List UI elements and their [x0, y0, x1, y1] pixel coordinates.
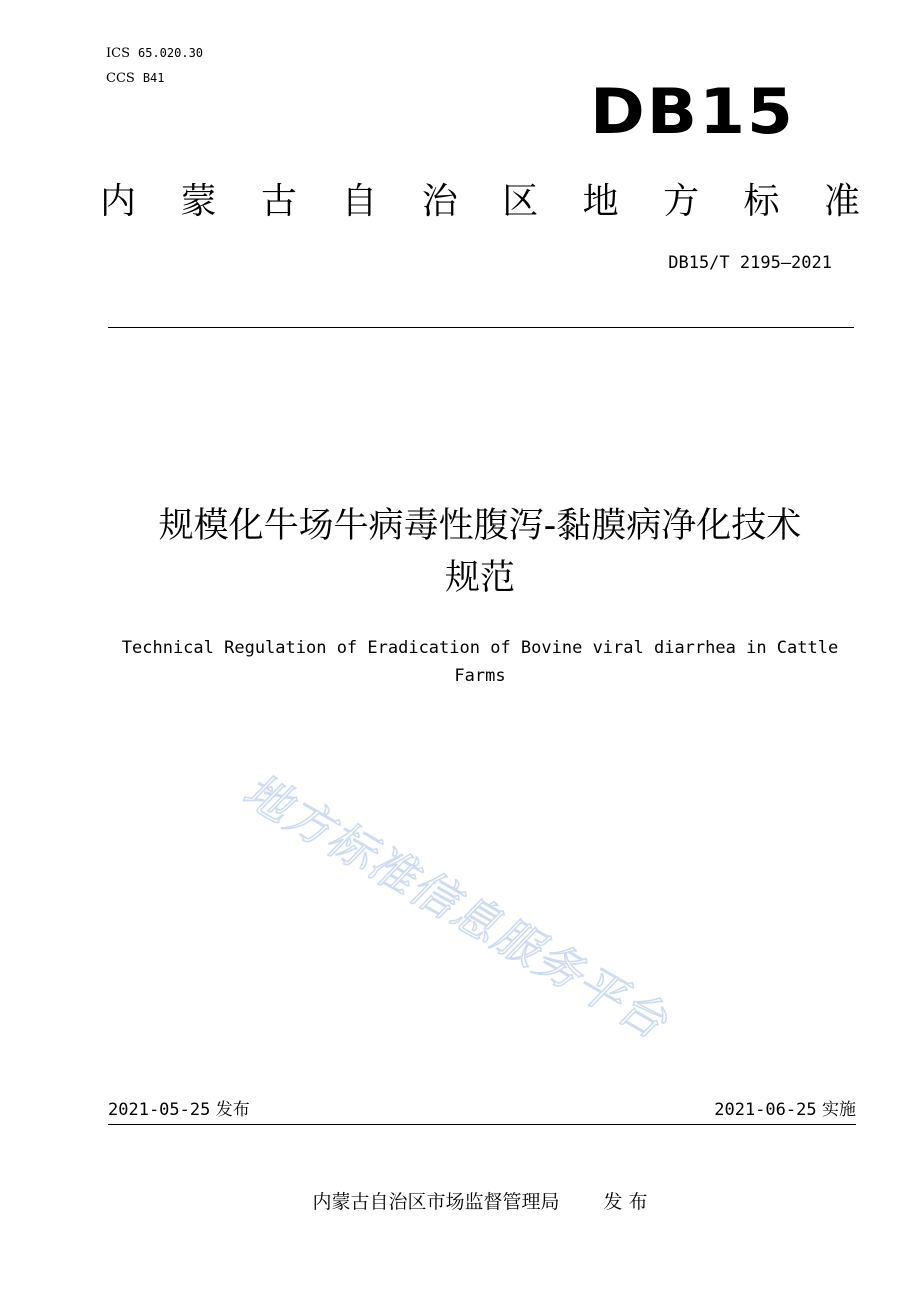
implement-label: 实施 [822, 1100, 856, 1120]
db15-logo: DB15 [590, 74, 795, 149]
standard-type-char: 准 [823, 181, 860, 222]
ccs-code [106, 71, 165, 86]
date-row [108, 1098, 856, 1122]
ccs-value: B41 [142, 71, 165, 85]
watermark-text: 地方标准信息服务平台 [234, 762, 678, 1050]
standard-type-char: 方 [663, 181, 700, 222]
issuer-name: 内蒙古自治区市场监督管理局 [312, 1191, 560, 1213]
title-chinese [100, 500, 860, 604]
ics-value: 65.020.30 [138, 46, 204, 60]
standard-type-char: 地 [582, 181, 619, 222]
standard-type-char: 治 [421, 181, 458, 222]
standard-type-char: 标 [743, 181, 780, 222]
standard-type-char: 蒙 [180, 181, 217, 222]
standard-type-heading [100, 176, 860, 228]
ics-code [106, 46, 203, 61]
publish-date: 2021-05-25 [108, 1100, 211, 1120]
bottom-divider [108, 1124, 856, 1125]
issuer-line [100, 1188, 860, 1216]
title-chinese-line-1: 规模化牛场牛病毒性腹泻-黏膜病净化技术 [158, 506, 802, 546]
publish-date-group [108, 1098, 250, 1122]
title-english-line-1: Technical Regulation of Eradication of Bovine viral diarrhea in Cattle [121, 638, 839, 658]
implement-date-group [714, 1098, 856, 1122]
title-english [100, 634, 860, 690]
standard-type-char: 区 [502, 181, 539, 222]
title-english-line-2: Farms [454, 666, 506, 686]
standard-type-char: 自 [341, 181, 378, 222]
standard-number: DB15/T 2195—2021 [668, 253, 832, 273]
ccs-label: CCS [106, 71, 135, 86]
ics-label: ICS [106, 46, 130, 61]
implement-date: 2021-06-25 [714, 1100, 817, 1120]
watermark [230, 760, 750, 1080]
standard-type-char: 内 [100, 181, 137, 222]
publish-label: 发布 [215, 1100, 250, 1120]
standard-type-char: 古 [260, 181, 297, 222]
title-chinese-line-2: 规范 [444, 558, 515, 598]
issuer-action: 发 布 [603, 1191, 648, 1213]
top-divider [108, 327, 854, 328]
